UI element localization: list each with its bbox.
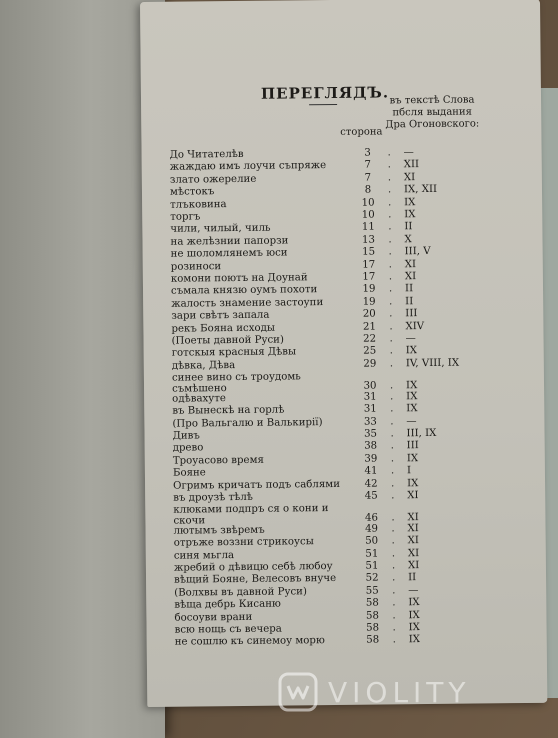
entry-reference: IX <box>405 380 418 392</box>
leader-dot: . <box>387 159 391 171</box>
entry-reference: II <box>405 295 414 308</box>
entry-title: не шоломлянемъ юси <box>170 247 288 260</box>
entry-reference: III, V <box>404 246 431 258</box>
entry-reference: III <box>406 440 419 452</box>
entry-page-number: 13 <box>361 234 376 246</box>
leader-dot: . <box>388 283 393 295</box>
column-header-page: сторона <box>340 126 383 138</box>
entry-title: клюками подпръ ся о кони и скочи <box>173 503 329 527</box>
entry-title: Бояне <box>172 467 206 479</box>
entry-title: вѣщий Бояне, Велесовъ внучe <box>174 573 337 587</box>
entry-page-number: 10 <box>361 197 375 209</box>
leader-dot: . <box>390 391 394 403</box>
entry-page-number: 55 <box>365 585 379 597</box>
leader-dot: . <box>391 572 396 584</box>
entry-title: босоуви врани <box>174 611 253 624</box>
entry-reference: XI <box>407 490 419 502</box>
leader-dot: . <box>388 221 392 233</box>
leader-dot: . <box>390 465 395 477</box>
entry-page-number: 8 <box>364 184 372 196</box>
entry-reference: I <box>406 465 412 477</box>
entry-page-number: 35 <box>363 428 378 440</box>
entry-title: (Волхвы въ давной Руси) <box>174 586 307 599</box>
entry-title: готскыя красныя Дѣвы <box>171 346 297 360</box>
entry-title: Огримъ кричатъ подъ саблями <box>173 478 341 492</box>
entry-reference: XI <box>407 547 420 559</box>
entry-reference: — <box>403 147 414 159</box>
entry-title: на желѣзнии папорзи <box>170 235 289 248</box>
entry-title: тлъковина <box>170 198 227 211</box>
entry-title: въ дроузѣ тѣлѣ <box>173 491 253 504</box>
entry-page-number: 49 <box>364 523 379 535</box>
leader-dot: . <box>391 560 396 572</box>
leader-dot: . <box>387 184 392 196</box>
entry-reference: XI <box>407 560 420 572</box>
entry-reference: X <box>404 233 412 246</box>
entry-title: До Читателѣв <box>169 148 244 161</box>
book-page <box>140 0 547 707</box>
leader-dot: . <box>387 172 392 184</box>
leader-dot: . <box>390 415 394 427</box>
entry-reference: IX <box>406 452 419 464</box>
entry-reference: IX <box>405 345 418 357</box>
leader-dot: . <box>387 147 391 159</box>
column-header-reference: въ текстѣ Слова пбсля выдания Дра Огоновского: <box>385 94 480 131</box>
entry-reference: III, IX <box>406 427 437 440</box>
entry-title: всю нощь съ вечера <box>174 623 282 636</box>
entry-title: Дивъ <box>172 430 200 442</box>
entry-reference: — <box>406 415 417 427</box>
entry-title: злато ожерелие <box>169 173 257 186</box>
entry-title: въ Вынескѣ на горлѣ <box>172 404 285 417</box>
leader-dot: . <box>392 597 396 609</box>
entry-reference: XI <box>404 271 417 283</box>
entry-page-number: 38 <box>364 440 378 452</box>
entry-title: торгъ <box>170 211 201 223</box>
entry-title: одѣвахуте <box>172 392 226 405</box>
leader-dot: . <box>391 512 395 524</box>
leader-dot: . <box>390 428 394 440</box>
leader-dot: . <box>389 333 393 345</box>
entry-page-number: 19 <box>362 283 376 296</box>
leader-dot: . <box>391 490 395 502</box>
entry-title: (Про Вальгалю и Валькирії) <box>172 416 323 430</box>
entry-page-number: 58 <box>365 610 379 622</box>
entry-reference: XII <box>403 159 420 171</box>
entry-reference: XI <box>407 512 419 524</box>
leader-dot: . <box>392 622 396 634</box>
leader-dot: . <box>391 547 396 559</box>
leader-dot: . <box>390 403 394 415</box>
entry-reference: IX <box>408 622 420 634</box>
entry-page-number: 21 <box>362 321 376 333</box>
entry-reference: II <box>407 572 417 584</box>
entry-page-number: 25 <box>363 345 377 358</box>
entry-page-number: 30 <box>363 380 377 392</box>
leader-dot: . <box>392 609 396 621</box>
entry-title: розиноси <box>170 260 222 273</box>
entry-title: мѣстокъ <box>169 186 215 198</box>
entry-page-number: 33 <box>363 416 377 428</box>
entry-reference: IX <box>406 403 418 415</box>
leader-dot: . <box>390 440 394 452</box>
entry-reference: XI <box>407 522 419 535</box>
leader-dot: . <box>388 271 393 283</box>
entry-title: жаждаю имъ лоучи съпряже <box>169 160 327 174</box>
entry-reference: IX, XII <box>403 184 438 196</box>
entry-page-number: 31 <box>363 391 377 403</box>
entry-page-number: 51 <box>365 548 379 560</box>
entry-page-number: 29 <box>363 358 377 370</box>
entry-title: Троуасово время <box>172 454 264 467</box>
entry-page-number: 17 <box>362 259 376 271</box>
entry-reference: — <box>405 333 416 345</box>
entry-title: жалость знамение застоупи <box>171 296 324 310</box>
entry-reference: IX <box>406 477 419 489</box>
leader-dot: . <box>388 258 393 271</box>
entry-page-number: 11 <box>361 221 375 234</box>
entry-title: вѣща дебрь Кисаню <box>174 598 281 611</box>
entry-page-number: 42 <box>364 478 378 490</box>
entry-reference: IX <box>408 597 420 609</box>
leader-dot: . <box>388 209 392 221</box>
leader-dot: . <box>390 477 395 489</box>
leader-dot: . <box>391 523 395 535</box>
leader-dot: . <box>392 634 396 646</box>
entry-page-number: 58 <box>366 622 380 634</box>
entry-reference: XI <box>403 171 416 184</box>
entry-title: отръже воззни стрикоусы <box>173 536 314 549</box>
leader-dot: . <box>389 296 393 308</box>
entry-page-number: 41 <box>364 465 378 477</box>
leader-dot: . <box>390 453 395 465</box>
entry-title: синее вино съ троудомь съмѣшено <box>171 371 301 395</box>
leader-dot: . <box>388 246 392 258</box>
entry-page-number: 39 <box>364 453 378 465</box>
entry-reference: IX <box>408 609 420 621</box>
leader-dot: . <box>389 345 393 357</box>
entry-title: съмала князю оумъ похоти <box>170 284 318 298</box>
entry-page-number: 7 <box>364 159 372 172</box>
entry-reference: III <box>405 308 418 320</box>
leader-dot: . <box>391 535 395 547</box>
entry-title: не сошлю къ синемоу морю <box>174 635 325 649</box>
entry-page-number: 15 <box>362 246 376 258</box>
entry-title: зари свѣтъ запала <box>171 309 270 322</box>
entry-page-number: 31 <box>363 403 377 415</box>
entry-title: чили, чилый, чиль <box>170 223 271 236</box>
entry-page-number: 17 <box>362 271 376 283</box>
entry-reference: IX <box>408 634 421 646</box>
entry-reference: IX <box>404 196 416 208</box>
entry-reference: — <box>408 584 419 597</box>
entry-reference: IV, VIII, IX <box>405 357 460 370</box>
entry-title: (Поеты давной Руси) <box>171 334 284 347</box>
entry-page-number: 51 <box>365 560 379 572</box>
leader-dot: . <box>392 585 396 597</box>
entry-reference: XIV <box>405 320 425 332</box>
entry-reference: IX <box>406 390 418 402</box>
leader-dot: . <box>389 308 393 320</box>
entry-page-number: 10 <box>361 209 375 221</box>
leader-dot: . <box>389 358 394 370</box>
entry-page-number: 19 <box>362 296 376 308</box>
entry-page-number: 46 <box>364 512 378 524</box>
leader-dot: . <box>388 234 392 246</box>
leader-dot: . <box>389 380 394 392</box>
entry-page-number: 45 <box>364 490 378 502</box>
entry-page-number: 52 <box>365 572 379 585</box>
page-title: ПЕРЕГЛЯДЪ. <box>260 83 390 103</box>
entry-page-number: 3 <box>364 147 371 159</box>
watermark-text: VIOLITY <box>328 676 471 709</box>
entry-reference: II <box>404 221 413 233</box>
entry-title: древо <box>172 442 204 454</box>
entry-page-number: 58 <box>366 634 380 647</box>
entry-reference: IX <box>404 209 416 221</box>
leader-dot: . <box>389 320 393 332</box>
entry-page-number: 58 <box>365 597 379 609</box>
entry-page-number: 50 <box>365 535 379 547</box>
watermark <box>278 670 548 714</box>
entry-reference: XI <box>404 258 417 270</box>
entry-reference: II <box>404 283 414 295</box>
entry-title: жребий о дѣвицю себѣ любоу <box>173 561 333 574</box>
violity-crown-logo-icon <box>278 672 318 712</box>
entry-title: синя мьгла <box>173 549 235 562</box>
title-rule <box>309 104 337 105</box>
entry-page-number: 22 <box>363 333 377 345</box>
entry-page-number: 7 <box>364 172 372 184</box>
entry-reference: XI <box>407 535 419 547</box>
entry-title: рекъ Бояна исходы <box>171 322 276 335</box>
entry-page-number: 20 <box>362 308 376 320</box>
entry-title: комони поютъ на Доунай <box>170 272 308 285</box>
entry-title: лютымъ звѣремъ <box>173 524 265 537</box>
leader-dot: . <box>388 196 392 209</box>
entry-title: дѣвка, Дѣва <box>171 359 236 372</box>
